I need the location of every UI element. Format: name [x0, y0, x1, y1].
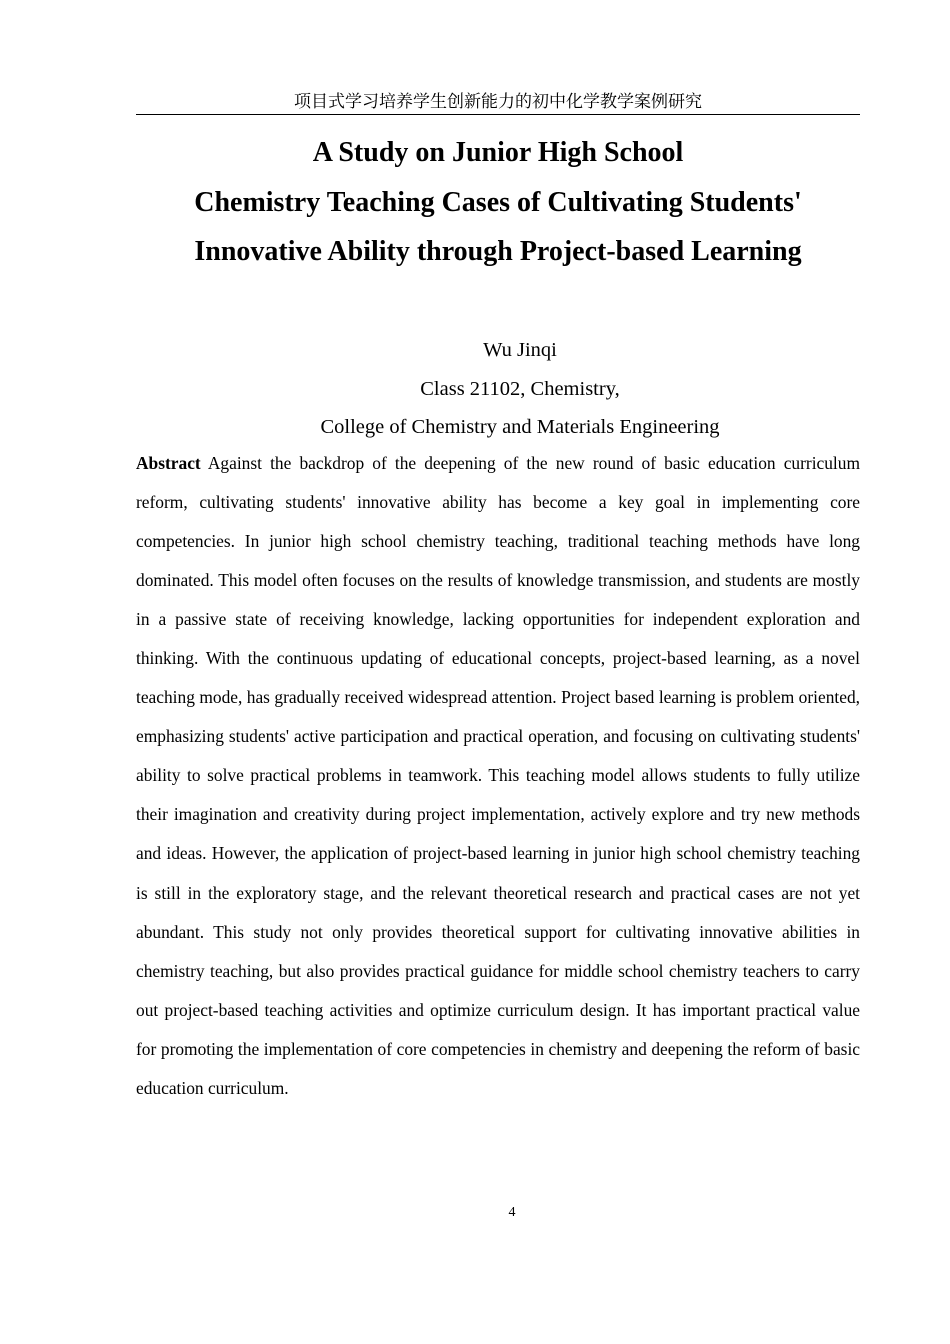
- author-college: College of Chemistry and Materials Engineering: [320, 416, 720, 438]
- author-block: [136, 331, 904, 447]
- author-class: Class 21102, Chemistry,: [420, 377, 620, 400]
- page-number: 4: [508, 1205, 516, 1220]
- abstract-text: Against the backdrop of the deepening of the new round of basic education curriculum reform, cultivating students' innovative ability has become a key goal in implementing core competencies. In junior high school chemistry teaching, traditional teaching methods have long dominated. This model often focuses on the results of knowledge transmission, and students are mostly in a passive state of receiving knowledge, lacking opportunities for independent exploration and thinking. With the continuous updating of educational concepts, project-based learning, as a novel teaching mode, has gradually received widespread attention. Project based learning is problem oriented, emphasizing students' active participation and practical operation, and focusing on cultivating students' ability to solve practical problems in teamwork. This teaching model allows students to fully utilize their imagination and creativity during project implementation, actively explore and try new methods and ideas. However, the application of project-based learning in junior high school chemistry teaching is still in the exploratory stage, and the relevant theoretical research and practical cases are not yet abundant. This study not only provides theoretical support for cultivating innovative abilities in chemistry teaching, but also provides practical guidance for middle school chemistry teachers to carry out project-based teaching activities and optimize curriculum design. It has important practical value for promoting the implementation of core competencies in chemistry and deepening the reform of basic education curriculum.: [136, 453, 860, 1098]
- title-line-1: A Study on Junior High School: [312, 137, 684, 168]
- author-name: Wu Jinqi: [483, 339, 557, 361]
- abstract-paragraph: [136, 444, 860, 1108]
- title-line-2: Chemistry Teaching Cases of Cultivating Students': [194, 186, 802, 218]
- abstract-label: Abstract: [136, 453, 201, 473]
- running-header: 项目式学习培养学生创新能力的初中化学教学案例研究: [136, 90, 860, 115]
- paper-title: [100, 128, 896, 277]
- title-line-3: Innovative Ability through Project-based Learning: [194, 236, 802, 267]
